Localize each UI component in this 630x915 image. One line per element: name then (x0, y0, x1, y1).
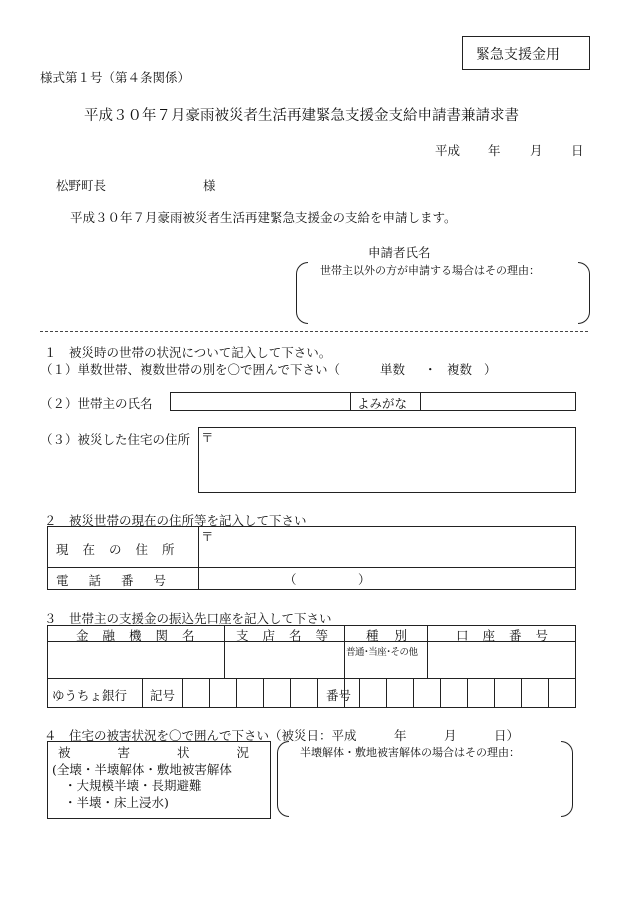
document-title: 平成３０年７月豪雨被災者生活再建緊急支援金支給申請書兼請求書 (84, 108, 519, 124)
yucho-symbol-label: 記号 (150, 688, 176, 703)
household-single-option[interactable]: 単数 (380, 362, 406, 377)
date-month-field[interactable]: 月 (530, 143, 543, 158)
damage-reason-bracket-left (277, 741, 289, 817)
yucho-bank-label: ゆうちょ銀行 (52, 688, 128, 703)
application-statement: 平成３０年７月豪雨被災者生活再建緊急支援金の支給を申請します。 (70, 210, 457, 225)
yucho-symbol-digit-5[interactable] (291, 679, 316, 707)
damage-reason-bracket-right (561, 741, 573, 817)
damage-status-header: 被害状況 (58, 745, 297, 760)
yucho-number-digit-7[interactable] (522, 679, 547, 707)
yucho-symbol-digit-1[interactable] (183, 679, 208, 707)
phone-paren-close: ） (358, 572, 371, 587)
yucho-number-digit-4[interactable] (441, 679, 466, 707)
damage-reason-field[interactable] (292, 762, 558, 814)
section4-heading: ４ 住宅の被害状況を〇で囲んで下さい（被災日：平成 年 月 日） (44, 728, 520, 743)
separator-dashed-line (40, 331, 588, 332)
current-address-postal-mark: 〒 (201, 529, 214, 544)
damage-options-line2[interactable]: ・大規模半壊・長期避難 (64, 778, 202, 793)
applicant-name-label: 申請者氏名 (368, 245, 431, 260)
section2-heading: ２ 被災世帯の現在の住所等を記入して下さい (44, 513, 307, 528)
branch-name-field[interactable] (225, 642, 343, 677)
yucho-number-label: 番号 (326, 688, 352, 703)
account-type-options[interactable]: 普通･当座･その他 (346, 647, 418, 658)
yucho-number-digit-3[interactable] (414, 679, 439, 707)
yucho-number-digit-6[interactable] (495, 679, 520, 707)
household-option-separator: ・ (424, 362, 437, 377)
yucho-number-digit-5[interactable] (468, 679, 493, 707)
current-address-label: 現在の住所 (56, 542, 189, 557)
applicant-reason-bracket-right (578, 262, 590, 324)
phone-paren-open: （ (284, 572, 297, 587)
account-type-header: 種別 (366, 628, 424, 643)
yucho-number-digit-1[interactable] (360, 679, 385, 707)
bank-name-field[interactable] (48, 642, 223, 677)
household-multiple-option[interactable]: 複数 (447, 362, 473, 377)
damage-options-line1[interactable]: (全壊・半壊解体・敷地被害解体 (52, 762, 232, 777)
account-number-field[interactable] (428, 642, 575, 677)
yucho-number-digit-8[interactable] (549, 679, 575, 707)
addressee-honorific: 様 (203, 178, 216, 193)
account-number-header: 口座番号 (456, 628, 563, 643)
date-year-field[interactable]: 年 (488, 143, 501, 158)
applicant-reason-bracket-left (296, 262, 308, 324)
damaged-home-postal-mark: 〒 (201, 430, 214, 445)
yucho-number-digit-2[interactable] (387, 679, 412, 707)
form-number: 様式第１号（第４条関係） (40, 70, 191, 85)
furigana-field[interactable] (421, 393, 575, 410)
branch-name-header: 支店名等 (236, 628, 343, 643)
section1-heading: １ 被災時の世帯の状況について記入して下さい。 (44, 345, 332, 360)
damaged-home-address-label: （３）被災した住宅の住所 (40, 432, 191, 447)
yucho-symbol-digit-4[interactable] (264, 679, 289, 707)
applicant-reason-field[interactable] (310, 280, 576, 322)
phone-field[interactable] (199, 568, 575, 589)
date-day-field[interactable]: 日 (571, 143, 584, 158)
applicant-reason-label: 世帯主以外の方が申請する場合はその理由： (320, 264, 540, 277)
head-of-household-name-label: （２）世帯主の氏名 (40, 396, 153, 411)
yucho-symbol-digit-2[interactable] (210, 679, 235, 707)
household-type-question: （１）単数世帯、複数世帯の別を〇で囲んで下さい（ (40, 362, 341, 377)
yucho-symbol-digit-3[interactable] (237, 679, 262, 707)
addressee-name: 松野町長 (56, 178, 107, 193)
date-era: 平成 (435, 143, 461, 158)
furigana-label: よみがな (357, 396, 408, 411)
damage-options-line3[interactable]: ・半壊・床上浸水) (64, 795, 169, 810)
damage-reason-label: 半壊解体・敷地被害解体の場合はその理由： (300, 746, 520, 759)
current-address-field[interactable] (199, 527, 575, 566)
damaged-home-address-field[interactable] (198, 427, 576, 493)
bank-name-header: 金融機関名 (76, 628, 209, 643)
emergency-use-badge-label: 緊急支援金用 (476, 47, 560, 63)
phone-label: 電話番号 (56, 573, 187, 588)
household-close-paren: ） (484, 362, 497, 377)
section3-heading: ３ 世帯主の支援金の振込先口座を記入して下さい (44, 611, 332, 626)
